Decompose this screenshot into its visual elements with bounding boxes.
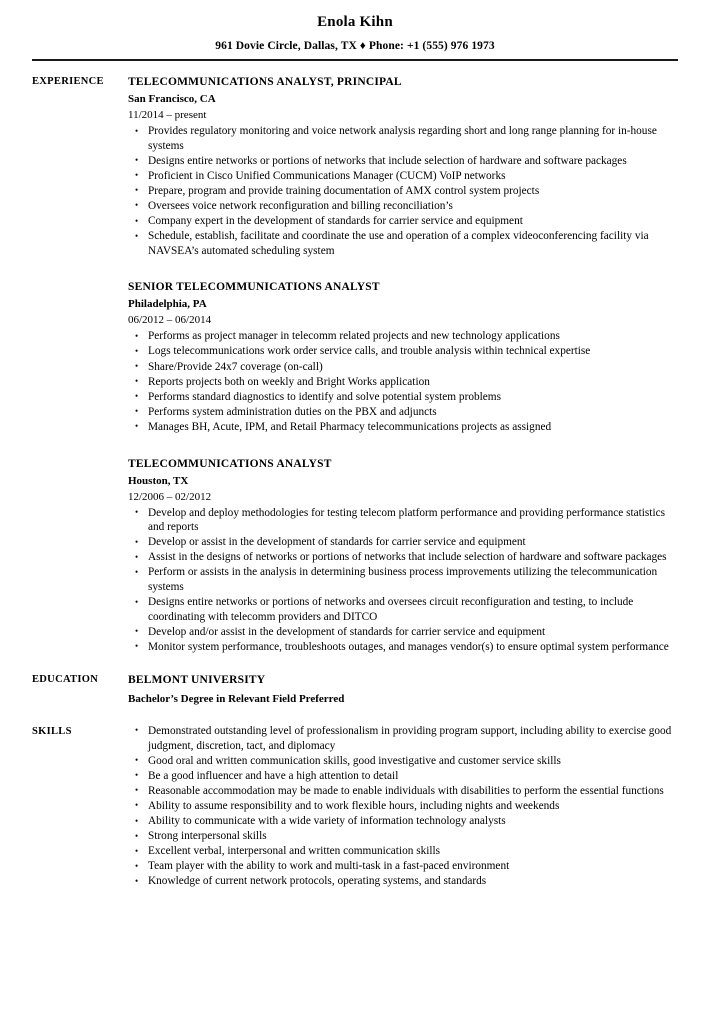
job-dates: 12/2006 – 02/2012 <box>128 490 212 503</box>
contact-address: 961 Dovie Circle, Dallas, TX <box>215 40 357 52</box>
skill-bullet: • Knowledge of current network protocols, operating systems, and standards <box>128 874 678 889</box>
education-entry <box>128 672 678 707</box>
skill-bullet: • Reasonable accommodation may be made to enable individuals with disabilities to perform the essential functions <box>128 784 678 799</box>
job-bullet: • Assist in the designs of networks or portions of networks that include selection of hardware and software packages <box>128 550 678 565</box>
skill-bullet: • Excellent verbal, interpersonal and written communication skills <box>128 844 678 859</box>
education-label-column <box>32 672 128 687</box>
job-title: TELECOMMUNICATIONS ANALYST, PRINCIPAL <box>128 76 402 88</box>
skills-content <box>128 724 678 890</box>
job-bullet: • Designs entire networks or portions of networks and oversees circuit reconfiguration and testing, to include coordinating with telecomm providers and DITCO <box>128 595 678 624</box>
skills-bullet-list <box>128 724 678 889</box>
section-label-education: EDUCATION <box>32 673 99 685</box>
skill-bullet: • Be a good influencer and have a high attention to detail <box>128 769 678 784</box>
job-bullet-list <box>128 329 678 434</box>
contact-phone: Phone: +1 (555) 976 1973 <box>368 40 495 52</box>
header-divider <box>32 59 678 61</box>
job-dates: 11/2014 – present <box>128 109 207 121</box>
resume-header <box>32 12 678 61</box>
job-bullet: • Performs as project manager in telecomm related projects and new technology applications <box>128 329 678 344</box>
job-bullet: • Develop or assist in the development of standards for carrier service and equipment <box>128 535 678 550</box>
education-section <box>32 672 678 707</box>
job-bullet: • Develop and/or assist in the development of standards for carrier service and equipment <box>128 625 678 640</box>
job-bullet: • Proficient in Cisco Unified Communications Manager (CUCM) VoIP networks <box>128 169 678 184</box>
job-bullet: • Provides regulatory monitoring and voice network analysis regarding short and long range planning for in-house systems <box>128 124 678 153</box>
job-bullet: • Schedule, establish, facilitate and coordinate the use and operation of a complex videoconferencing facility via NAVSEA’s automated scheduling system <box>128 229 678 258</box>
job-bullet: • Designs entire networks or portions of networks that include selection of hardware and software packages <box>128 154 678 169</box>
job-entry <box>128 74 678 258</box>
job-entry <box>128 456 678 655</box>
job-bullet: • Oversees voice network reconfiguration and billing reconciliation’s <box>128 199 678 214</box>
job-bullet: • Prepare, program and provide training documentation of AMX control system projects <box>128 184 678 199</box>
candidate-name: Enola Kihn <box>317 14 393 30</box>
job-bullet-list <box>128 506 678 655</box>
skill-bullet: • Ability to assume responsibility and to work flexible hours, including nights and weekends <box>128 799 678 814</box>
experience-section <box>32 74 678 655</box>
job-bullet: • Logs telecommunications work order service calls, and trouble analysis within technical expertise <box>128 344 678 359</box>
job-location: Houston, TX <box>128 474 189 487</box>
skill-bullet: • Ability to communicate with a wide variety of information technology analysts <box>128 814 678 829</box>
job-title: SENIOR TELECOMMUNICATIONS ANALYST <box>128 281 380 294</box>
job-bullet: • Monitor system performance, troubleshoots outages, and manages vendor(s) to ensure optimal system performance <box>128 640 678 655</box>
job-bullet: • Performs standard diagnostics to identify and solve potential system problems <box>128 390 678 405</box>
job-bullet: • Develop and deploy methodologies for testing telecom platform performance and providing performance statistics and reports <box>128 506 678 535</box>
job-entry <box>128 279 678 434</box>
section-label-skills: SKILLS <box>32 725 72 737</box>
skill-bullet: • Demonstrated outstanding level of professionalism in providing program support, including ability to exercise good judgment, discretion, tact, and diplomacy <box>128 724 678 753</box>
job-bullet-list <box>128 124 678 258</box>
job-bullet: • Manages BH, Acute, IPM, and Retail Pharmacy telecommunications projects as assigned <box>128 420 678 435</box>
job-bullet: • Reports projects both on weekly and Bright Works application <box>128 375 678 390</box>
skill-bullet: • Team player with the ability to work and multi-task in a fast-paced environment <box>128 859 678 874</box>
job-bullet: • Performs system administration duties on the PBX and adjuncts <box>128 405 678 420</box>
skills-label-column <box>32 724 128 739</box>
experience-label-column <box>32 74 128 89</box>
diamond-separator-icon: ♦ <box>359 40 366 52</box>
job-bullet: • Perform or assists in the analysis in determining business process improvements utilizing the telecommunication systems <box>128 565 678 594</box>
job-bullet: • Share/Provide 24x7 coverage (on-call) <box>128 360 678 375</box>
job-title: TELECOMMUNICATIONS ANALYST <box>128 457 332 470</box>
skills-section <box>32 724 678 890</box>
contact-line <box>32 37 678 55</box>
job-location: San Francisco, CA <box>128 93 216 105</box>
job-dates: 06/2012 – 06/2014 <box>128 314 212 327</box>
skill-bullet: • Good oral and written communication skills, good investigative and customer service skills <box>128 754 678 769</box>
job-location: Philadelphia, PA <box>128 298 207 311</box>
education-content <box>128 672 678 707</box>
section-label-experience: EXPERIENCE <box>32 76 104 87</box>
education-school: BELMONT UNIVERSITY <box>128 673 266 686</box>
job-bullet: • Company expert in the development of standards for carrier service and equipment <box>128 214 678 229</box>
skill-bullet: • Strong interpersonal skills <box>128 829 678 844</box>
education-degree: Bachelor’s Degree in Relevant Field Preferred <box>128 692 345 705</box>
experience-content <box>128 74 678 655</box>
